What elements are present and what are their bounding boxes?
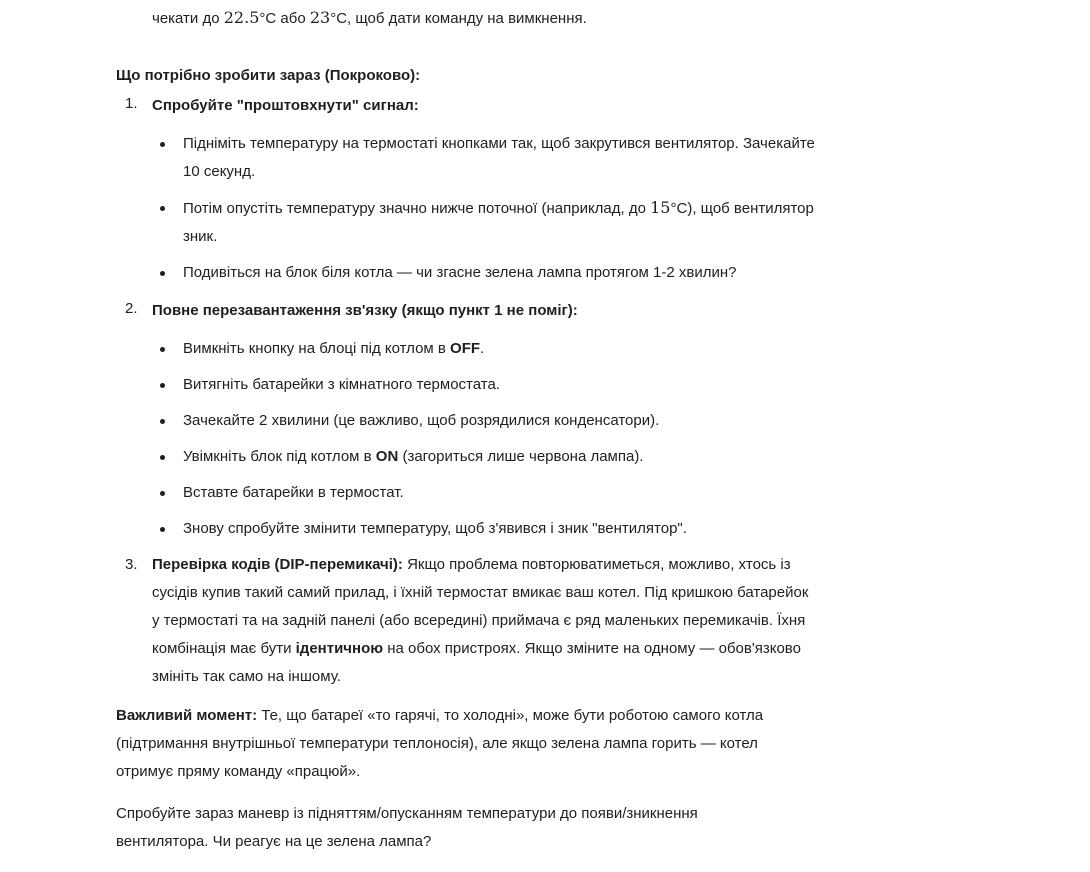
temperature-value: 15 [650,198,671,217]
steps-list [116,90,816,691]
temperature-unit: °C [330,10,348,27]
list-item: Витягніть батарейки з кімнатного термостата. [152,371,816,399]
text-fragment: на обох пристроях. Якщо зміните на одному — обов'язково змініть так само на іншому. [152,640,801,685]
step-title: Спробуйте "проштовхнути" сигнал: [152,97,419,114]
temperature-unit: °C [670,200,688,217]
step-title: Повне перезавантаження зв'язку (якщо пункт 1 не поміг): [152,302,578,319]
text-fragment: ), щоб вентилятор зник. [183,200,814,245]
emphasis-text: OFF [450,340,481,357]
text-fragment: . [480,340,485,357]
step-number: 1. [125,95,138,112]
text-fragment: Якщо проблема повторюватиметься, можливо, хтось із сусідів купив такий самий прилад, і їхній термостат вмикає ваш котел. Під кришкою батарейок у термостаті та на задній панелі (або всередині) приймача є ряд маленьких перемикачів. Їхня комбінація має бути [152,556,809,657]
step-title: Перевірка кодів (DIP-перемикачі): [152,556,403,573]
list-item: Знову спробуйте змінити температуру, щоб з'явився і зник "вентилятор". [152,515,816,543]
text-fragment: Потім опустіть температуру значно нижче поточної (наприклад, до [183,200,651,217]
list-item [152,194,816,251]
previous-paragraph-tail [152,4,587,33]
list-item: Подивіться на блок біля котла — чи згасне зелена лампа протягом 1-2 хвилин? [152,259,816,287]
step-paragraph [152,551,816,691]
text-fragment: чекати до [152,10,224,27]
temperature-value: 23 [309,8,331,27]
text-fragment: Увімкніть блок під котлом в [183,448,376,465]
important-note [116,702,816,786]
list-item: Зачекайте 2 хвилини (це важливо, щоб розрядилися конденсатори). [152,407,816,435]
step-item [116,551,816,691]
step-item [116,90,816,287]
note-text: Те, що батареї «то гарячі, то холодні», може бути роботою самого котла (підтримання внутрішньої температури теплоносія), але якщо зелена лампа горить — котел отримує пряму команду «працюй». [116,707,764,780]
closing-paragraph: Спробуйте зараз маневр із підняттям/опусканням температури до появи/зникнення вентилятора. Чи реагує на це зелена лампа? [116,805,698,850]
step-number: 2. [125,300,138,317]
emphasis-text: ідентичною [295,640,384,657]
temperature-value: 22.5 [223,8,260,27]
section-heading: Що потрібно зробити зараз (Покроково): [116,67,421,84]
list-item: Вставте батарейки в термостат. [152,479,816,507]
text-fragment: (загориться лише червона лампа). [398,448,644,465]
step-item [116,295,816,543]
text-fragment: , щоб дати команду на вимкнення. [347,10,587,27]
step-number: 3. [125,556,138,573]
list-item: Підніміть температуру на термостаті кнопками так, щоб закрутився вентилятор. Зачекайте 10 секунд. [152,130,816,186]
list-item [152,443,816,471]
list-item [152,335,816,363]
text-fragment: або [276,10,310,27]
text-fragment: Вимкніть кнопку на блоці під котлом в [183,340,451,357]
note-label: Важливий момент: [116,707,258,724]
emphasis-text: ON [375,448,399,465]
bullet-list [152,130,816,287]
bullet-list [152,335,816,543]
temperature-unit: °C [259,10,277,27]
